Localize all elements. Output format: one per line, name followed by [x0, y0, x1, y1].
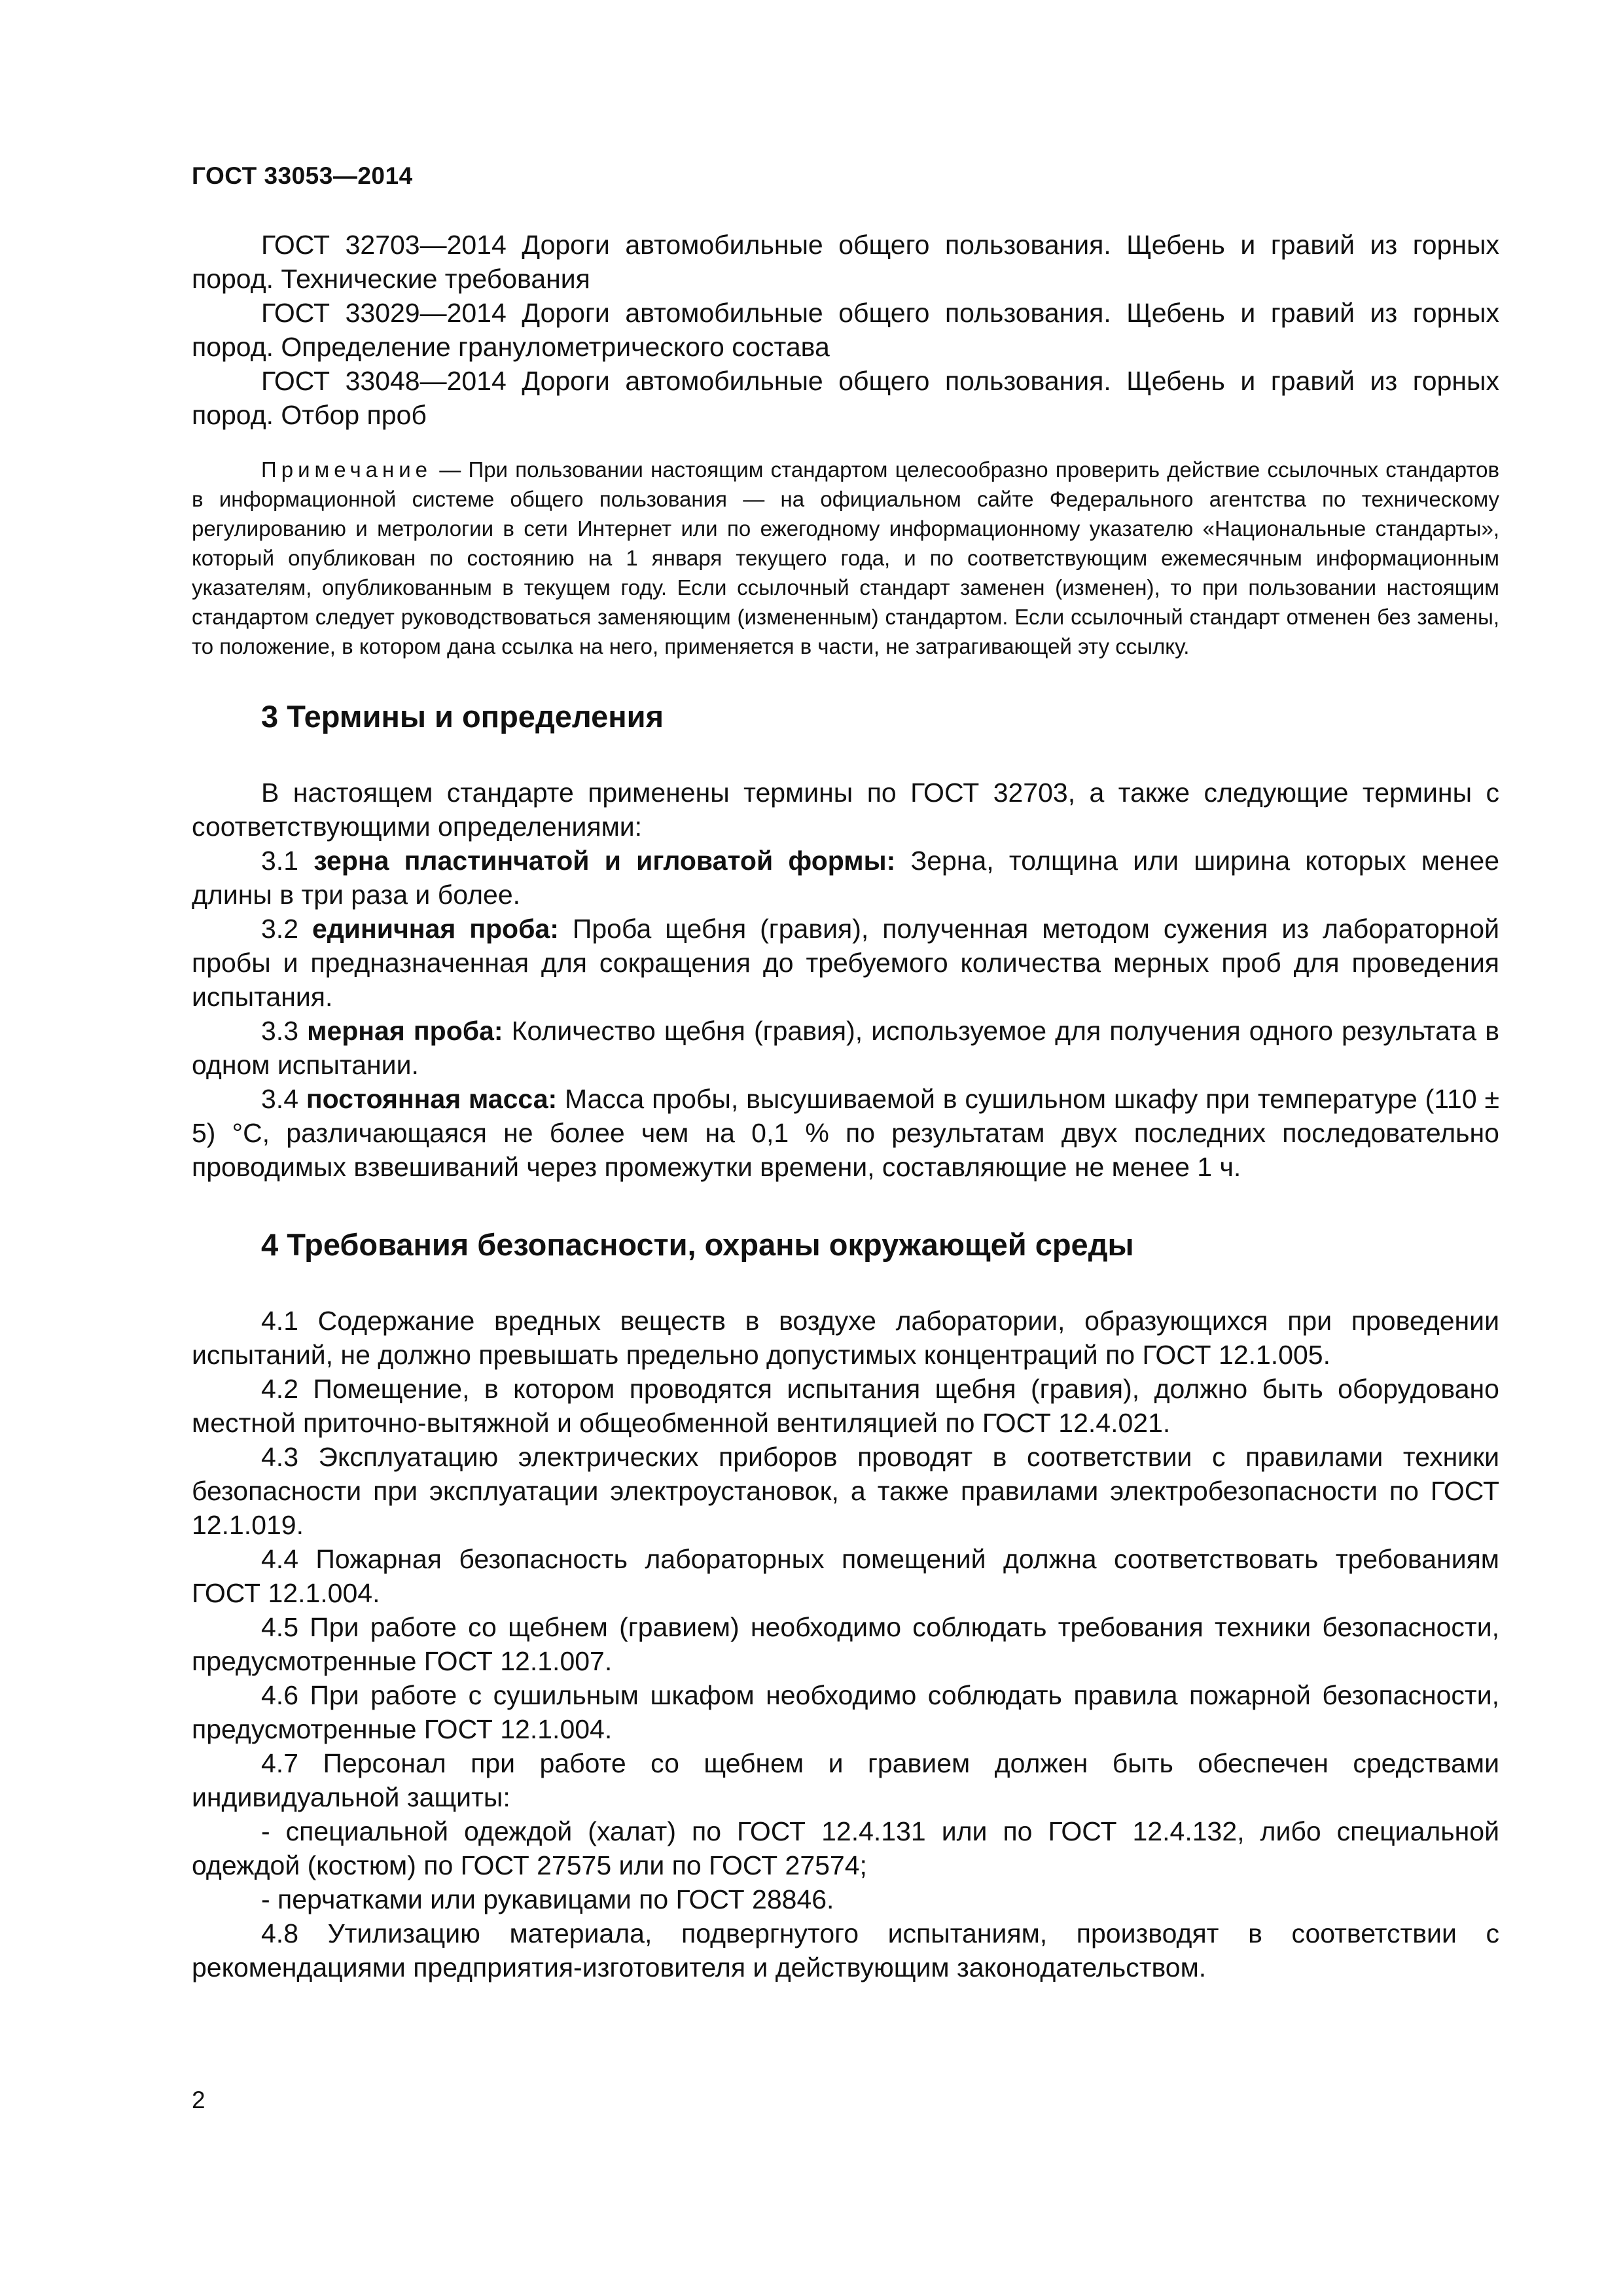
reference-item: ГОСТ 33029—2014 Дороги автомобильные общего пользования. Щебень и гравий из горных пород. Определение гранулометрического состава: [192, 298, 1499, 362]
term-definition: [192, 912, 1499, 1014]
section-3-intro: В настоящем стандарте применены термины по ГОСТ 32703, а также следующие термины с соответствующими определениями:: [192, 778, 1499, 842]
term-name: мерная проба:: [307, 1016, 503, 1046]
term-number: 3.2: [261, 914, 312, 944]
term-text: Количество щебня (гравия), используемое для получения одного результата в одном испытании.: [192, 1016, 1499, 1080]
term-definition: [192, 844, 1499, 912]
section-4-heading: 4 Требования безопасности, охраны окружающей среды: [261, 1227, 1134, 1262]
term-text: Проба щебня (гравия), полученная методом сужения из лабораторной пробы и предназначенная для сокращения до требуемого количества мерных проб для проведения испытания.: [192, 914, 1499, 1012]
term-text: Масса пробы, высушиваемой в сушильном шкафу при температуре (110 ± 5) °С, различающаяся не более чем на 0,1 % по результатам двух последних последовательно проводимых взвешиваний через промежутки времени, составляющие не менее 1 ч.: [192, 1084, 1499, 1182]
term-number: 3.3: [261, 1016, 308, 1046]
term-name: зерна пластинчатой и игловатой формы:: [313, 846, 896, 876]
document-header: ГОСТ 33053—2014: [192, 162, 413, 189]
term-definition: [192, 1082, 1499, 1184]
term-name: постоянная масса:: [306, 1084, 558, 1114]
page-content: [192, 228, 1499, 1984]
requirement-item: 4.8 Утилизацию материала, подвергнутого испытаниям, производят в соответствии с рекомендациями предприятия-изготовителя и действующим законодательством.: [192, 1918, 1499, 1982]
page-number: 2: [192, 2087, 205, 2113]
requirement-item: 4.5 При работе со щебнем (гравием) необходимо соблюдать требования техники безопасности, предусмотренные ГОСТ 12.1.007.: [192, 1612, 1499, 1676]
requirement-item: 4.4 Пожарная безопасность лабораторных помещений должна соответствовать требованиям ГОСТ 12.1.004.: [192, 1544, 1499, 1608]
reference-item: ГОСТ 33048—2014 Дороги автомобильные общего пользования. Щебень и гравий из горных пород. Отбор проб: [192, 366, 1499, 430]
term-definition: [192, 1014, 1499, 1082]
note-text: — При пользовании настоящим стандартом целесообразно проверить действие ссылочных стандартов в информационной системе общего пользования — на официальном сайте Федерального агентства по техническому регулированию и метрологии в сети Интернет или по ежегодному информационному указателю «Национальные стандарты», который опубликован по состоянию на 1 января текущего года, и по соответствующим ежемесячным информационным указателям, опубликованным в текущем году. Если ссылочный стандарт заменен (изменен), то при пользовании настоящим стандартом следует руководствоваться заменяющим (измененным) стандартом. Если ссылочный стандарт отменен без замены, то положение, в котором дана ссылка на него, применяется в части, не затрагивающей эту ссылку.: [192, 457, 1499, 658]
term-text: Зерна, толщина или ширина которых менее длины в три раза и более.: [192, 846, 1499, 910]
requirement-item: 4.7 Персонал при работе со щебнем и гравием должен быть обеспечен средствами индивидуальной защиты:: [192, 1748, 1499, 1812]
section-3-heading: 3 Термины и определения: [261, 699, 664, 734]
reference-item: ГОСТ 32703—2014 Дороги автомобильные общего пользования. Щебень и гравий из горных пород. Технические требования: [192, 230, 1499, 294]
requirement-item: 4.1 Содержание вредных веществ в воздухе лаборатории, образующихся при проведении испытаний, не должно превышать предельно допустимых концентраций по ГОСТ 12.1.005.: [192, 1306, 1499, 1370]
requirement-item: 4.6 При работе с сушильным шкафом необходимо соблюдать правила пожарной безопасности, предусмотренные ГОСТ 12.1.004.: [192, 1680, 1499, 1744]
requirement-item: 4.2 Помещение, в котором проводятся испытания щебня (гравия), должно быть оборудовано местной приточно-вытяжной и общеобменной вентиляцией по ГОСТ 12.4.021.: [192, 1374, 1499, 1438]
note-label: Примечание: [261, 457, 433, 482]
term-name: единичная проба:: [312, 914, 559, 944]
note-block: [192, 455, 1499, 661]
list-item: - перчатками или рукавицами по ГОСТ 28846.: [261, 1884, 834, 1914]
list-item: - специальной одеждой (халат) по ГОСТ 12.4.131 или по ГОСТ 12.4.132, либо специальной одеждой (костюм) по ГОСТ 27575 или по ГОСТ 27574;: [192, 1816, 1499, 1880]
term-number: 3.1: [261, 846, 314, 876]
requirement-item: 4.3 Эксплуатацию электрических приборов проводят в соответствии с правилами техники безопасности при эксплуатации электроустановок, а также правилами электробезопасности по ГОСТ 12.1.019.: [192, 1442, 1499, 1540]
term-number: 3.4: [261, 1084, 306, 1114]
